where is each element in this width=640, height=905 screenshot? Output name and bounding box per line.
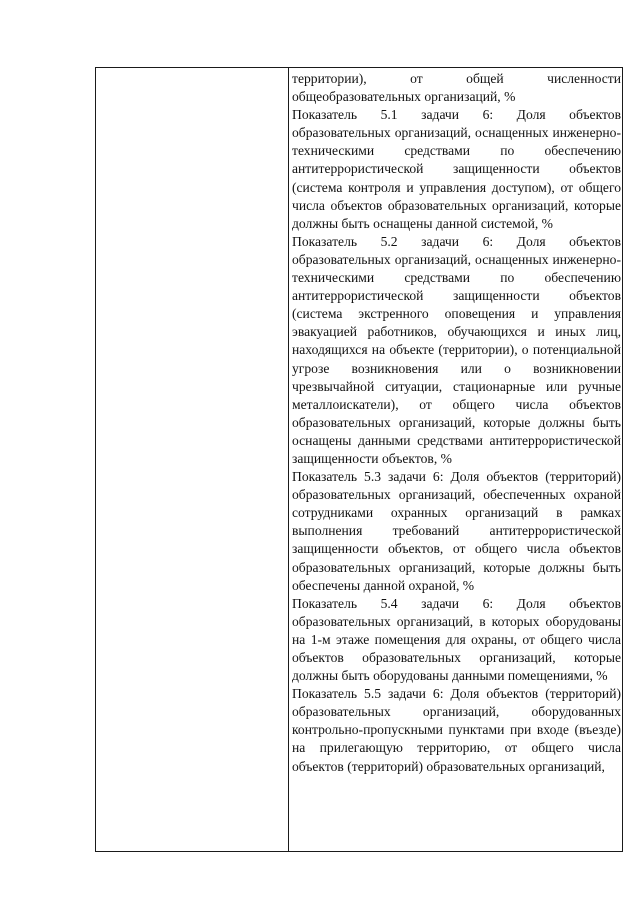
table-right-cell — [289, 68, 622, 851]
indicator-5-2: Показатель 5.2 задачи 6: Доля объектов образовательных организаций, оснащенных инженерно-техническими средствами по обеспечению антитеррористической защищенности объектов (система экстренного оповещения и управления эвакуацией работников, обучающихся и иных лиц, находящихся на объекте (территории), о потенциальной угрозе возникновения или о возникновении чрезвычайной ситуации, стационарные или ручные металлоискатели), от общего числа объектов образовательных организаций, которые должны быть оснащены данными средствами антитеррористической защищенности объектов, % — [292, 233, 621, 466]
paragraph-continuation: территории), от общей численности общеобразовательных организаций, % — [292, 71, 621, 105]
indicator-5-1: Показатель 5.1 задачи 6: Доля объектов образовательных организаций, оснащенных инженерно-техническими средствами по обеспечению антитеррористической защищенности объектов (система контроля и управления доступом), от общего числа объектов образовательных организаций, которые должны быть оснащены данной системой, % — [292, 107, 621, 231]
indicator-5-4: Показатель 5.4 задачи 6: Доля объектов образовательных организаций, в которых оборудованы на 1-м этаже помещения для охраны, от общего числа объектов образовательных организаций, которые должны быть оборудованы данными помещениями, % — [292, 595, 621, 684]
table-left-cell — [96, 68, 289, 851]
indicator-5-5: Показатель 5.5 задачи 6: Доля объектов (территорий) образовательных организаций, оборудованных контрольно-пропускными пунктами при входе (въезде) на прилегающую территорию, от общего числа объектов (территорий) образовательных организаций, — [292, 686, 621, 774]
indicator-5-3: Показатель 5.3 задачи 6: Доля объектов (территорий) образовательных организаций, обеспеченных охраной сотрудниками охранных организаций в рамках выполнения требований антитеррористической защищенности объектов, от общего числа объектов образовательных организаций, которые должны быть обеспечены данной охраной, % — [292, 469, 621, 593]
document-table — [95, 67, 623, 852]
